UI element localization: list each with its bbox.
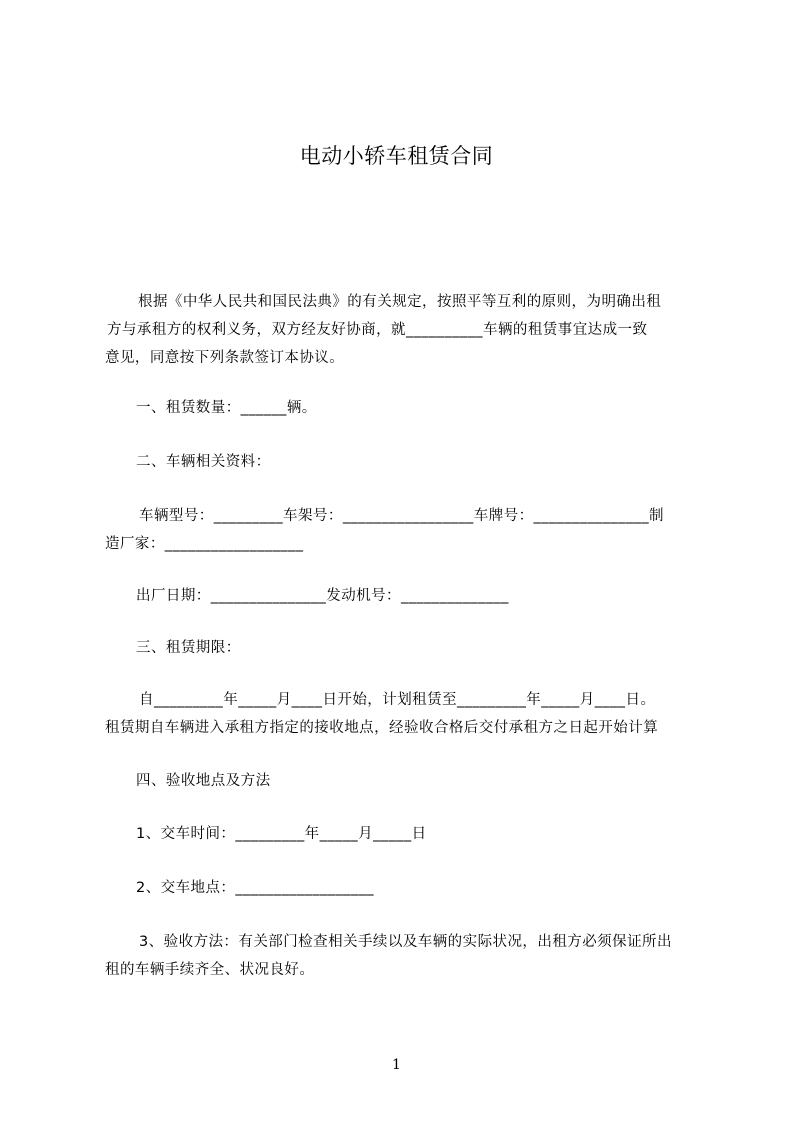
clause-1-rental-quantity: 一、租赁数量：______辆。 xyxy=(136,400,317,416)
vehicle-info-line-3: 出厂日期：_______________发动机号：______________ xyxy=(136,588,509,604)
preamble-line-3: 意见，同意按下列条款签订本协议。 xyxy=(105,350,345,366)
document-title: 电动小轿车租赁合同 xyxy=(299,144,494,168)
delivery-time: 1、交车时间：_________年_____月_____日 xyxy=(136,826,427,842)
rental-period-line-2: 租赁期自车辆进入承租方指定的接收地点，经验收合格后交付承租方之日起开始计算 xyxy=(105,720,659,736)
clause-4-heading: 四、验收地点及方法 xyxy=(136,773,271,789)
clause-3-heading: 三、租赁期限： xyxy=(136,640,241,656)
rental-period-line-1: 自_________年_____月____日开始，计划租赁至_________年_____月____日。 xyxy=(139,692,656,708)
vehicle-info-line-2: 造厂家：__________________ xyxy=(105,536,304,552)
preamble-line-2: 方与承租方的权利义务，双方经友好协商，就__________车辆的租赁事宜达成一致 xyxy=(107,322,648,338)
preamble-line-1: 根据《中华人民共和国民法典》的有关规定，按照平等互利的原则，为明确出租 xyxy=(138,294,662,310)
inspection-method-line-2: 租的车辆手续齐全、状况良好。 xyxy=(105,962,315,978)
clause-2-heading: 二、车辆相关资料： xyxy=(136,454,271,470)
page-number: 1 xyxy=(392,1057,401,1073)
delivery-location: 2、交车地点：__________________ xyxy=(136,880,374,896)
inspection-method-line-1: 3、验收方法：有关部门检查相关手续以及车辆的实际状况，出租方必须保证所出 xyxy=(139,934,672,950)
vehicle-info-line-1: 车辆型号：_________车架号：_________________车牌号：_______________制 xyxy=(139,508,664,524)
